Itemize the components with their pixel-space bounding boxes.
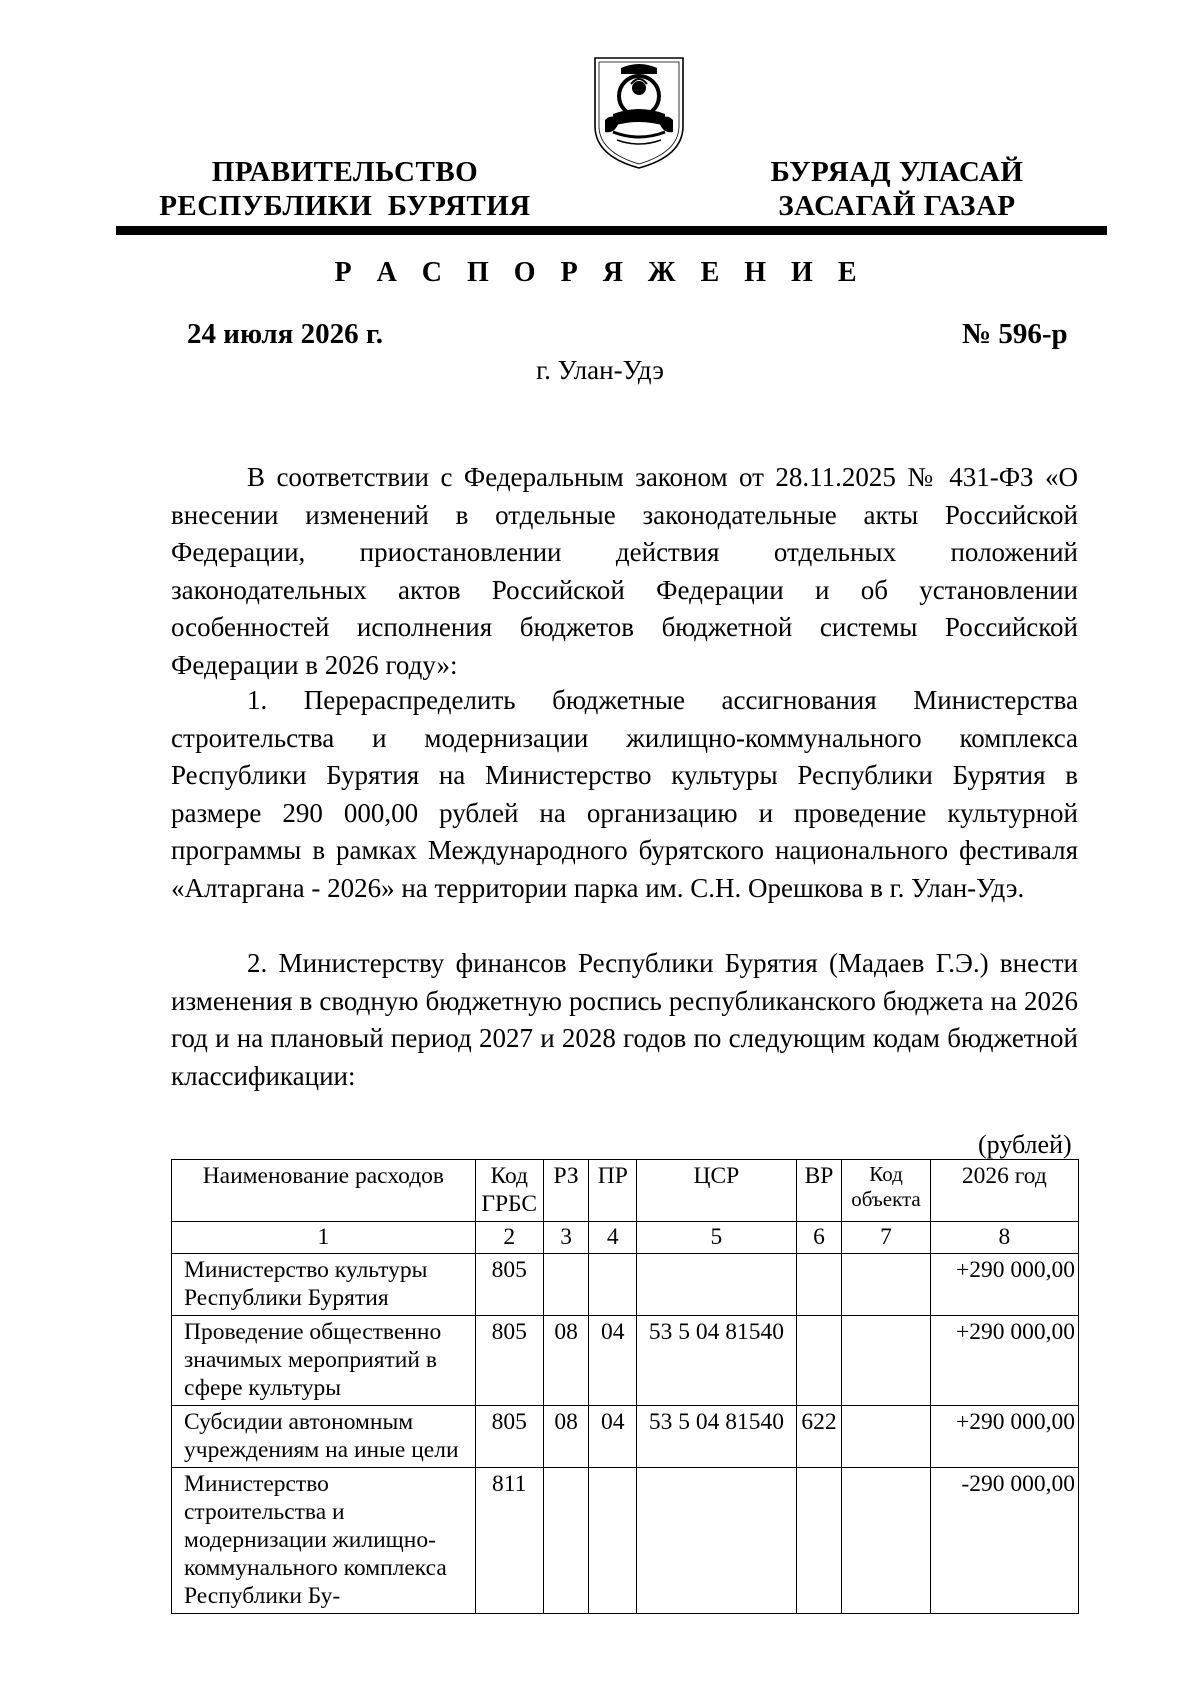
- column-number: 2: [475, 1222, 543, 1254]
- paragraph-preamble: В соответствии с Федеральным законом от 28.11.2025 № 431-ФЗ «О внесении изменений в отдельные законодательные акты Российской Федерации, приостановлении действия отдельных положений законодательных актов Российской Федерации и об установлении особенностей исполнения бюджетов бюджетной системы Российской Федерации в 2026 году»:: [171, 462, 1078, 680]
- header-cell: РЗ: [543, 1160, 589, 1222]
- cell-amount: -290 000,00: [930, 1468, 1078, 1614]
- header-cell: ВР: [796, 1160, 842, 1222]
- header-cell: 2026 год: [930, 1160, 1078, 1222]
- budget-table: [171, 1159, 1079, 1614]
- header-right-line-2: ЗАСАГАЙ ГАЗАР: [778, 190, 1016, 222]
- cell-object-code: [842, 1316, 930, 1406]
- header-right-line-1: БУРЯАД УЛАСАЙ: [770, 156, 1024, 188]
- cell-csr: [637, 1254, 796, 1316]
- cell-grbs: 805: [475, 1406, 543, 1468]
- document-number: № 596-р: [962, 318, 1068, 350]
- table-row: [172, 1316, 1079, 1406]
- cell-grbs: 805: [475, 1254, 543, 1316]
- cell-rz: [543, 1468, 589, 1614]
- cell-csr: 53 5 04 81540: [637, 1316, 796, 1406]
- header-cell: Наименование расходов: [172, 1160, 476, 1222]
- cell-vr: [796, 1468, 842, 1614]
- table-row: [172, 1254, 1079, 1316]
- cell-name: Министерство строительства и модернизации жилищно-коммунального комплекса Республики Бу-: [172, 1468, 476, 1614]
- table-units: (рублей): [978, 1130, 1072, 1159]
- cell-csr: [637, 1468, 796, 1614]
- header-cell: Код объекта: [842, 1160, 930, 1222]
- column-number: 7: [842, 1222, 930, 1254]
- cell-name: Проведение общественно значимых мероприятий в сфере культуры: [172, 1316, 476, 1406]
- header-left-line-2: РЕСПУБЛИКИ БУРЯТИЯ: [159, 190, 531, 222]
- cell-grbs: 805: [475, 1316, 543, 1406]
- paragraph-item-1: 1. Перераспределить бюджетные ассигнования Министерства строительства и модернизации жилищно-коммунального комплекса Республики Бурятия на Министерство культуры Республики Бурятия в размере 290 000,00 рублей на организацию и проведение культурной программы в рамках Международного бурятского национального фестиваля «Алтаргана - 2026» на территории парка им. С.Н. Орешкова в г. Улан-Удэ.: [171, 685, 1078, 903]
- header-government-ru: [155, 155, 535, 223]
- cell-pr: 04: [589, 1406, 637, 1468]
- table-row: [172, 1468, 1079, 1614]
- cell-object-code: [842, 1468, 930, 1614]
- document-type-title: Р А С П О Р Я Ж Е Н И Е: [334, 257, 866, 288]
- cell-object-code: [842, 1254, 930, 1316]
- cell-pr: [589, 1468, 637, 1614]
- header-divider: [116, 226, 1107, 235]
- cell-amount: +290 000,00: [930, 1406, 1078, 1468]
- header-cell: Код ГРБС: [475, 1160, 543, 1222]
- column-number: 1: [172, 1222, 476, 1254]
- column-number: 3: [543, 1222, 589, 1254]
- cell-name: Субсидии автономным учреждениям на иные цели: [172, 1406, 476, 1468]
- document-city: г. Улан-Удэ: [536, 355, 664, 385]
- header-left-line-1: ПРАВИТЕЛЬСТВО: [211, 156, 479, 188]
- cell-name: Министерство культуры Республики Бурятия: [172, 1254, 476, 1316]
- cell-rz: [543, 1254, 589, 1316]
- column-number: 6: [796, 1222, 842, 1254]
- header-government-bua: [762, 155, 1032, 223]
- cell-vr: [796, 1316, 842, 1406]
- cell-amount: +290 000,00: [930, 1316, 1078, 1406]
- cell-amount: +290 000,00: [930, 1254, 1078, 1316]
- column-number: 8: [930, 1222, 1078, 1254]
- table-row: [172, 1406, 1079, 1468]
- table-column-numbers-row: [172, 1222, 1079, 1254]
- cell-rz: 08: [543, 1406, 589, 1468]
- header-cell: ЦСР: [637, 1160, 796, 1222]
- cell-pr: [589, 1254, 637, 1316]
- header-cell: ПР: [589, 1160, 637, 1222]
- cell-rz: 08: [543, 1316, 589, 1406]
- column-number: 5: [637, 1222, 796, 1254]
- column-number: 4: [589, 1222, 637, 1254]
- paragraph-item-2: 2. Министерству финансов Республики Бурятия (Мадаев Г.Э.) внести изменения в сводную бюджетную роспись республиканского бюджета на 2026 год и на плановый период 2027 и 2028 годов по следующим кодам бюджетной классификации:: [171, 948, 1078, 1091]
- cell-object-code: [842, 1406, 930, 1468]
- table-header-row: [172, 1160, 1079, 1222]
- cell-csr: 53 5 04 81540: [637, 1406, 796, 1468]
- cell-grbs: 811: [475, 1468, 543, 1614]
- cell-vr: [796, 1254, 842, 1316]
- cell-vr: 622: [796, 1406, 842, 1468]
- coat-of-arms-emblem: [591, 48, 687, 172]
- document-date: 24 июля 2026 г.: [187, 318, 384, 350]
- cell-pr: 04: [589, 1316, 637, 1406]
